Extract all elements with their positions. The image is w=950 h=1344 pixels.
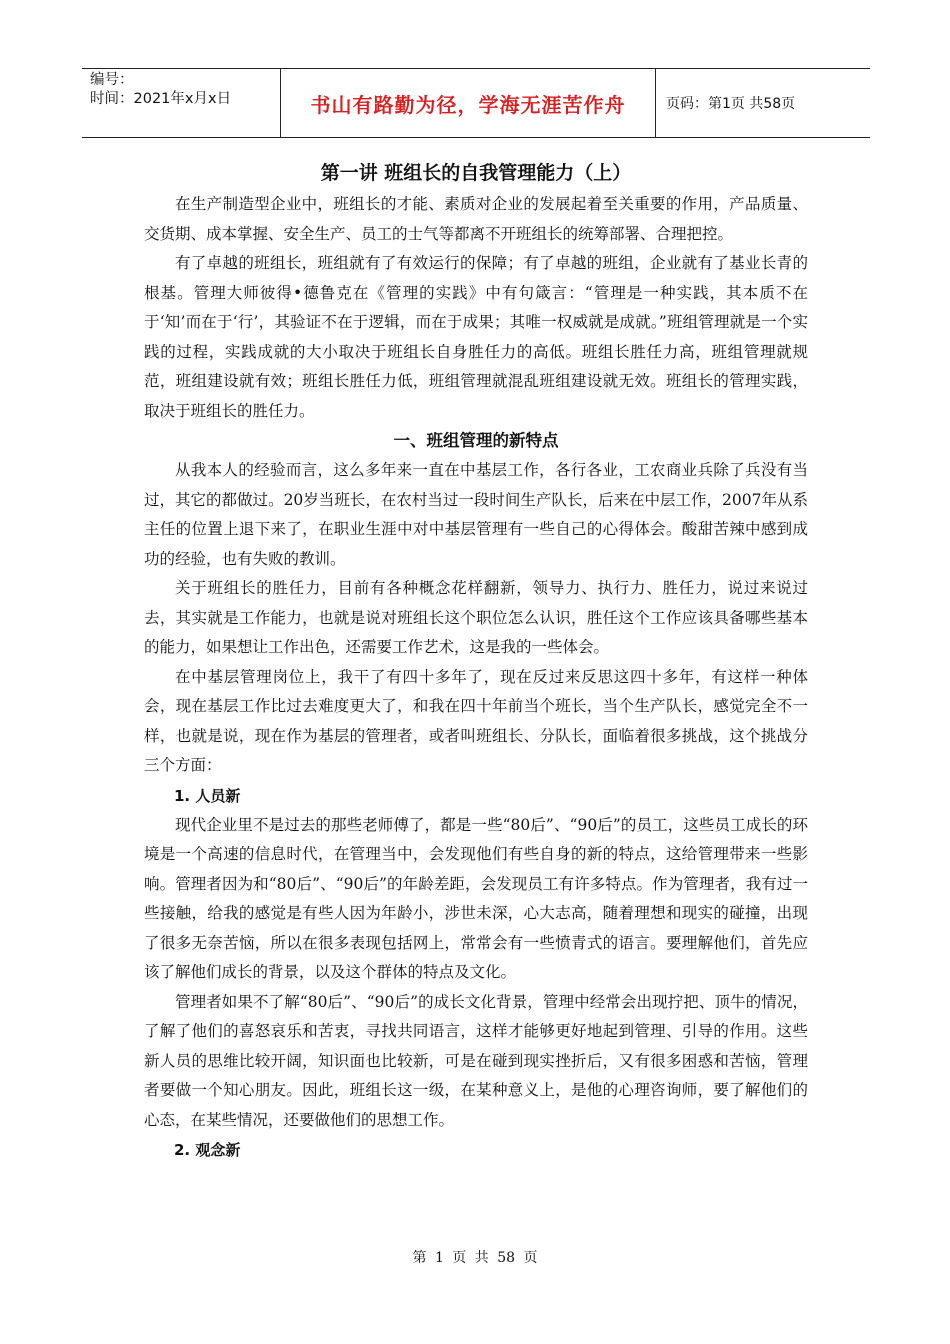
paragraph: 从我本人的经验而言，这么多年来一直在中基层工作，各行各业，工农商业兵除了兵没有当过，其它的都做过。20岁当班长，在农村当过一段时间生产队长，后来在中层工作，2007年从系主任的位置上退下来了，在职业生涯中对中基层管理有一些自己的心得体会。酸甜苦辣中感到成功的经验，也有失败的教训。 — [144, 461, 808, 568]
document-number-label: 编号： — [90, 72, 134, 88]
document-date-label: 时间：2021年x月x日 — [90, 91, 232, 107]
header-motto: 书山有路勤为径，学海无涯苦作舟 — [280, 69, 656, 137]
subsection-heading: 2. 观念新 — [174, 1141, 241, 1159]
paragraph: 在生产制造型企业中，班组长的才能、素质对企业的发展起着至关重要的作用，产品质量、交货期、成本掌握、安全生产、员工的士气等都离不开班组长的统筹部署、合理把控。 — [144, 195, 808, 243]
section-heading: 一、班组管理的新特点 — [393, 431, 559, 450]
document-title: 第一讲 班组长的自我管理能力（上） — [320, 162, 632, 184]
paragraph: 现代企业里不是过去的那些老师傅了，都是一些“80后”、“90后”的员工，这些员工成长的环境是一个高速的信息时代，在管理当中，会发现他们有些自身的新的特点，这给管理带来一些影响。管理者因为和“80后”、“90后”的年龄差距，会发现员工有许多特点。作为管理者，我有过一些接触，给我的感觉是有些人因为年龄小，涉世未深，心大志高，随着理想和现实的碰撞，出现了很多无奈苦恼，所以在很多表现包括网上，常常会有一些愤青式的语言。要理解他们，首先应该了解他们成长的背景，以及这个群体的特点及文化。 — [144, 815, 808, 981]
page-footer: 第 1 页 共 58 页 — [412, 1250, 538, 1266]
paragraph: 管理者如果不了解“80后”、“90后”的成长文化背景，管理中经常会出现拧把、顶牛的情况，了解了他们的喜怒哀乐和苦衷，寻找共同语言，这样才能够更好地起到管理、引导的作用。这些新人员的思维比较开阔，知识面也比较新，可是在碰到现实挫折后，又有很多困惑和苦恼，管理者要做一个知心朋友。因此，班组长这一级，在某种意义上，是他的心理咨询师，要了解他们的心态，在某些情况，还要做他们的思想工作。 — [144, 992, 808, 1129]
paragraph: 在中基层管理岗位上，我干了有四十多年了，现在反过来反思这四十多年，有这样一种体会，现在基层工作比过去难度更大了，和我在四十年前当个班长，当个生产队长，感觉完全不一样，也就是说，现在作为基层的管理者，或者叫班组长、分队长，面临着很多挑战，这个挑战分三个方面： — [144, 667, 808, 774]
paragraph: 关于班组长的胜任力，目前有各种概念花样翻新，领导力、执行力、胜任力，说过来说过去，其实就是工作能力，也就是说对班组长这个职位怎么认识，胜任这个工作应该具备哪些基本的能力，如果想让工作出色，还需要工作艺术，这是我的一些体会。 — [144, 579, 808, 656]
document-body — [144, 156, 808, 1165]
header-page-info: 页码：第1页 共58页 — [666, 96, 796, 112]
paragraph: 有了卓越的班组长，班组就有了有效运行的保障；有了卓越的班组，企业就有了基业长青的根基。管理大师彼得•德鲁克在《管理的实践》中有句箴言：“管理是一种实践，其本质不在于‘知’而在于‘行’，其验证不在于逻辑，而在于成果；其唯一权威就是成就。”班组管理就是一个实践的过程，实践成就的大小取决于班组长自身胜任力的高低。班组长胜任力高，班组管理就规范，班组建设就有效；班组长胜任力低，班组管理就混乱班组建设就无效。班组长的管理实践，取决于班组长的胜任力。 — [144, 254, 808, 420]
document-header — [82, 68, 870, 138]
header-meta — [82, 69, 280, 137]
subsection-heading: 1. 人员新 — [174, 786, 241, 805]
